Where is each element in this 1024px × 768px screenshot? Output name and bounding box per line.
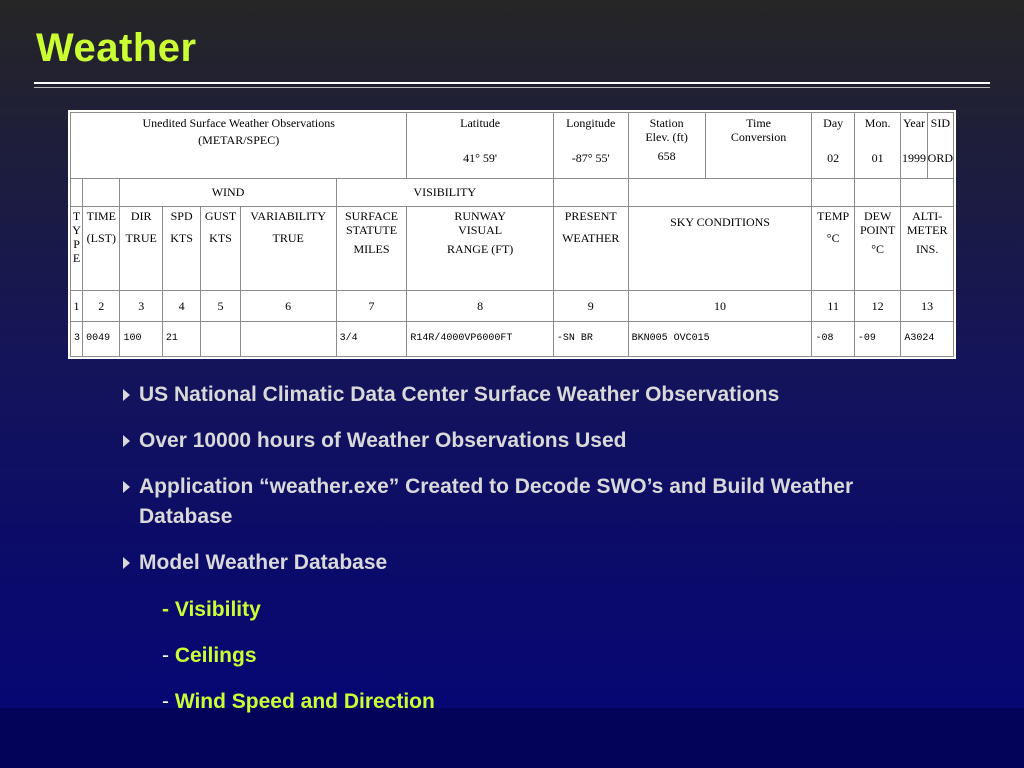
sub-item-visibility (162, 598, 261, 622)
column-number: 11 (812, 291, 854, 322)
sub-item-label: Wind Speed and Direction (174, 690, 435, 713)
sub-item-dash: - (162, 690, 175, 713)
col-present: PRESENT WEATHER (553, 207, 628, 291)
year-cell (901, 113, 927, 178)
column-number: 4 (162, 291, 200, 322)
title-divider (34, 82, 990, 84)
bullet-item (120, 472, 940, 532)
month-value: 01 (871, 151, 884, 165)
group-empty-3 (553, 178, 628, 207)
year-sid-cell (901, 113, 954, 179)
station-label: Station (649, 116, 684, 130)
column-number: 3 (120, 291, 162, 322)
col-dir: DIR TRUE (120, 207, 162, 291)
group-empty-5 (812, 178, 854, 207)
latitude-value: 41° 59' (463, 151, 498, 165)
table-title-cell (71, 113, 407, 179)
cell-runway: R14R/4000VP6000FT (407, 322, 553, 357)
col-temp: TEMP °C (812, 207, 854, 291)
bullet-list (120, 380, 940, 594)
longitude-cell (553, 113, 628, 179)
bullet-arrow-icon (123, 389, 130, 401)
visibility-group: VISIBILITY (336, 178, 553, 207)
cell-dew: -09 (854, 322, 900, 357)
column-number: 7 (336, 291, 407, 322)
bullet-item (120, 380, 940, 410)
column-number: 5 (201, 291, 240, 322)
table-title: Unedited Surface Weather Observations (142, 116, 335, 130)
cell-gust (201, 322, 240, 357)
day-cell (812, 113, 854, 179)
observation-table-image (68, 110, 956, 359)
longitude-label: Longitude (566, 116, 616, 130)
bullet-text: Application “weather.exe” Created to Decode SWO’s and Build Weather Database (139, 475, 854, 528)
time-label-2: Conversion (730, 130, 787, 144)
group-empty-1 (71, 178, 83, 207)
bullet-arrow-icon (123, 481, 130, 493)
sub-item-label: Ceilings (174, 644, 257, 667)
cell-alti: A3024 (901, 322, 954, 357)
cell-present: -SN BR (553, 322, 628, 357)
bullet-text: US National Climatic Data Center Surface Weather Observations (139, 383, 780, 406)
cell-dir: 100 (120, 322, 162, 357)
bullet-arrow-icon (123, 557, 130, 569)
sid-value: ORD (927, 151, 953, 165)
col-alti: ALTI- METER INS. (901, 207, 954, 291)
col-time: TIME (LST) (83, 207, 120, 291)
sub-item-wind (162, 690, 435, 714)
table-row (71, 322, 954, 357)
col-surface: SURFACE STATUTE MILES (336, 207, 407, 291)
cell-temp: -08 (812, 322, 854, 357)
col-type: T Y P E (71, 207, 83, 291)
time-label: Time (746, 116, 771, 130)
col-dew: DEW POINT °C (854, 207, 900, 291)
sub-item-dash: - (162, 598, 175, 621)
cell-type: 3 (71, 322, 83, 357)
group-empty-6 (854, 178, 900, 207)
cell-sky: BKN005 OVC015 (628, 322, 812, 357)
bottom-band (0, 708, 1024, 768)
cell-time: 0049 (83, 322, 120, 357)
bullet-text: Over 10000 hours of Weather Observations Used (139, 429, 627, 452)
sid-cell (928, 113, 953, 178)
observation-table (70, 112, 954, 357)
group-empty-7 (901, 178, 954, 207)
sub-item-label: Visibility (174, 598, 261, 621)
slide-title: Weather (36, 26, 197, 70)
col-gust: GUST KTS (201, 207, 240, 291)
station-value: 658 (657, 149, 676, 163)
table-subtitle: (METAR/SPEC) (198, 133, 280, 147)
sid-label: SID (930, 116, 950, 130)
column-number: 9 (553, 291, 628, 322)
column-number: 1 (71, 291, 83, 322)
column-number: 10 (628, 291, 812, 322)
longitude-value: -87° 55' (571, 151, 610, 165)
sub-item-ceilings (162, 644, 257, 668)
month-label: Mon. (864, 116, 891, 130)
table-column-label-row (71, 207, 954, 291)
station-time-cell (628, 113, 812, 179)
cell-spd: 21 (162, 322, 200, 357)
latitude-label: Latitude (460, 116, 501, 130)
year-label: Year (902, 116, 926, 130)
day-value: 02 (827, 151, 840, 165)
title-divider-thin (34, 87, 990, 88)
col-sky: SKY CONDITIONS (628, 207, 812, 291)
bullet-text: Model Weather Database (139, 551, 388, 574)
bullet-item (120, 548, 940, 578)
column-number: 12 (854, 291, 900, 322)
group-empty-2 (83, 178, 120, 207)
col-runway: RUNWAY VISUAL RANGE (FT) (407, 207, 553, 291)
year-value: 1999 (902, 151, 926, 165)
cell-surface: 3/4 (336, 322, 407, 357)
table-header-row (71, 113, 954, 179)
column-number: 6 (240, 291, 336, 322)
time-conversion-cell (706, 113, 812, 178)
day-label: Day (823, 116, 844, 130)
table-group-row (71, 178, 954, 207)
col-variability: VARIABILITY TRUE (240, 207, 336, 291)
col-spd: SPD KTS (162, 207, 200, 291)
bullet-arrow-icon (123, 435, 130, 447)
column-number: 2 (83, 291, 120, 322)
latitude-cell (407, 113, 553, 179)
wind-group: WIND (120, 178, 336, 207)
station-label-2: Elev. (ft) (645, 130, 688, 144)
sub-item-dash: - (162, 644, 175, 667)
bullet-item (120, 426, 940, 456)
column-number: 8 (407, 291, 553, 322)
station-elev-cell (629, 113, 706, 178)
group-empty-4 (628, 178, 812, 207)
column-number: 13 (901, 291, 954, 322)
table-number-row (71, 291, 954, 322)
cell-variability (240, 322, 336, 357)
month-cell (854, 113, 900, 179)
